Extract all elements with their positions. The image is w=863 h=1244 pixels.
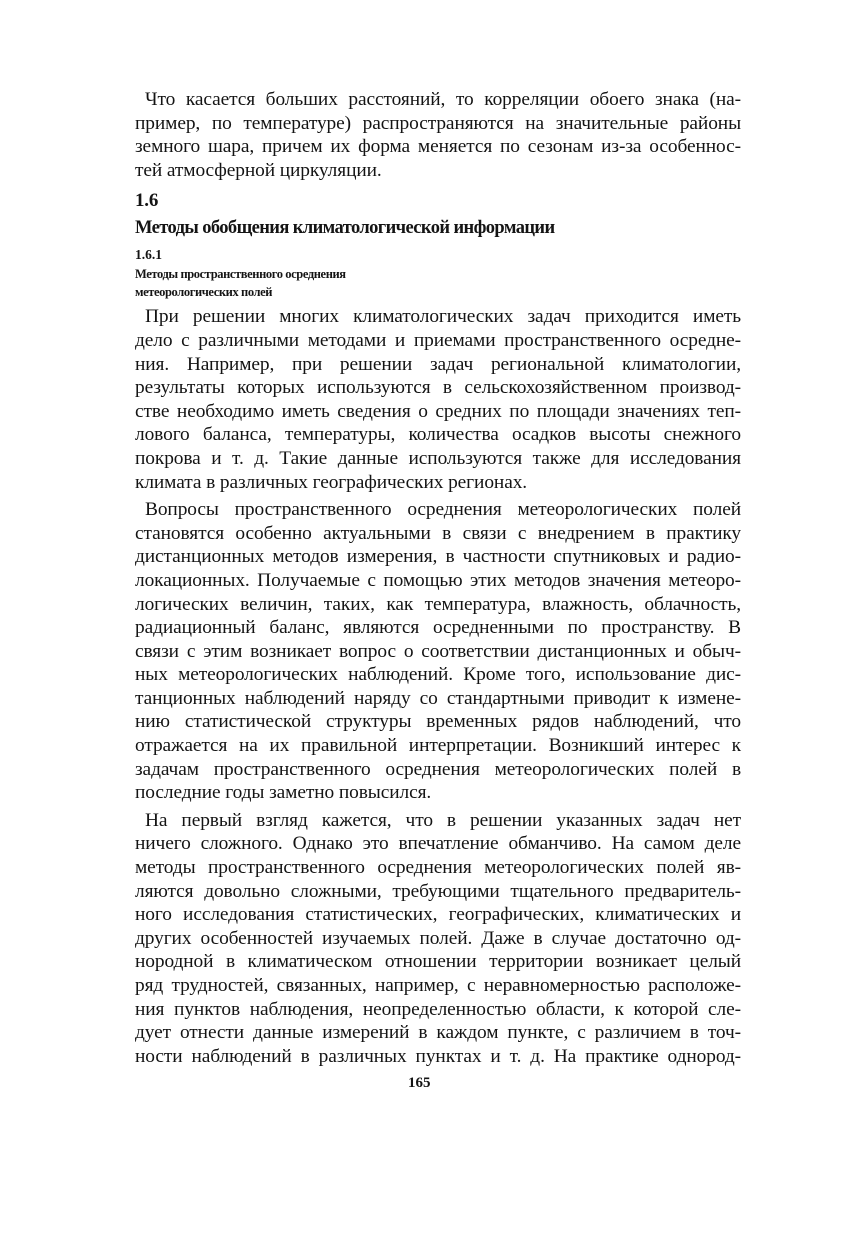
text-line: ния. Например, при решении задач региональной климатологии,	[135, 353, 741, 375]
text-line: нородной в климатическом отношении территории возникает целый	[135, 951, 741, 973]
page-number: 165	[408, 1075, 431, 1091]
text-line: На первый взгляд кажется, что в решении указанных задач нет	[145, 809, 741, 831]
text-line: лового баланса, температуры, количества осадков высоты снежного	[135, 424, 741, 446]
text-line: дистанционных методов измерения, в частности спутниковых и радио-	[135, 546, 741, 568]
text-line: ничего сложного. Однако это впечатление обманчиво. На самом деле	[135, 833, 741, 855]
text-line: ности наблюдений в различных пунктах и т. д. На практике однород-	[135, 1045, 741, 1067]
section-title: Методы обобщения климатологической информации	[135, 218, 555, 239]
text-line: ряд трудностей, связанных, например, с неравномерностью расположе-	[135, 975, 741, 996]
subsection-title-line-2: метеорологических полей	[135, 285, 273, 300]
text-line: последние годы заметно повысился.	[135, 782, 432, 804]
text-line: радиационный баланс, являются осредненными по пространству. В	[135, 617, 741, 639]
text-line: других особенностей изучаемых полей. Даже в случае достаточно од-	[135, 927, 741, 949]
paragraph-1	[135, 305, 741, 494]
text-line: ляются довольно сложными, требующими тщательного предваритель-	[135, 880, 741, 902]
text-line: стве необходимо иметь сведения о средних по площади значениях теп-	[135, 400, 741, 422]
text-line: ного исследования статистических, географических, климатических и	[135, 904, 741, 926]
text-line: покрова и т. д. Такие данные используются также для исследования	[135, 447, 741, 469]
text-line: становятся особенно актуальными в связи с внедрением в практику	[135, 522, 741, 544]
text-line: Вопросы пространственного осреднения метеорологических полей	[145, 499, 741, 521]
subsection-number: 1.6.1	[135, 247, 162, 263]
text-line: результаты которых используются в сельскохозяйственном производ-	[135, 377, 741, 399]
text-line: методы пространственного осреднения метеорологических полей яв-	[135, 857, 741, 879]
text-line: связи с этим возникает вопрос о соответствии дистанционных и обыч-	[135, 640, 741, 662]
text-line: климата в различных географических регионах.	[135, 471, 528, 493]
page-content	[135, 88, 741, 1068]
text-line: пример, по температуре) распространяются на значительные районы	[135, 112, 741, 134]
text-line: земного шара, причем их форма меняется по сезонам из-за особеннос-	[135, 136, 741, 158]
subsection-title-line-1: Методы пространственного осреднения	[135, 267, 346, 282]
text-line: ния пунктов наблюдения, неопределенностью области, к которой сле-	[135, 998, 741, 1020]
text-line: логических величин, таких, как температура, влажность, облачность,	[135, 593, 741, 615]
text-line: При решении многих климатологических задач приходится иметь	[145, 306, 741, 328]
paragraph-2	[135, 498, 741, 805]
text-line: тей атмосферной циркуляции.	[135, 159, 382, 181]
section-number: 1.6	[135, 190, 159, 212]
text-line: дело с различными методами и приемами пространственного осредне-	[135, 329, 741, 351]
text-line: задачам пространственного осреднения метеорологических полей в	[135, 758, 741, 780]
text-line: локационных. Получаемые с помощью этих методов значения метеоро-	[135, 569, 741, 591]
paragraph-3	[135, 809, 741, 1069]
text-line: дует отнести данные измерений в каждом пункте, с различием в точ-	[135, 1022, 741, 1044]
text-line: ных метеорологических наблюдений. Кроме того, использование дис-	[135, 664, 741, 686]
text-line: отражается на их правильной интерпретации. Возникший интерес к	[135, 735, 741, 757]
text-line: нию статистической структуры временных рядов наблюдений, что	[135, 711, 741, 733]
paragraph-intro	[135, 88, 741, 182]
text-line: танционных наблюдений наряду со стандартными приводит к измене-	[135, 687, 741, 709]
text-line: Что касается больших расстояний, то корреляции обоего знака (на-	[145, 89, 741, 110]
